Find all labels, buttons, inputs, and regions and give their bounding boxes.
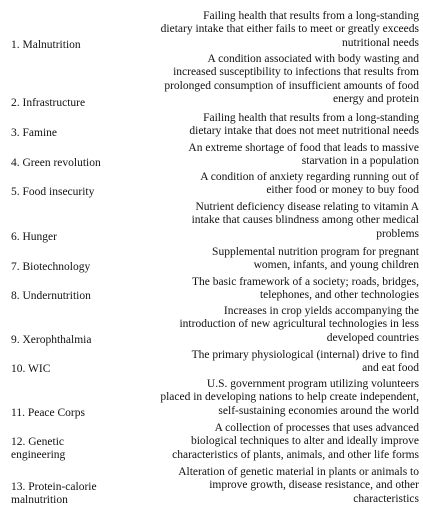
term-7: 7. Biotechnology	[11, 261, 91, 273]
term-13: 13. Protein-calorie malnutrition	[11, 481, 97, 507]
definition-11: U.S. government program utilizing volunteers placed in developing nations to help create independent, self-sustaining economies around the world	[160, 378, 419, 417]
definition-3: Failing health that results from a long-standing dietary intake that does not meet nutritional needs	[189, 112, 419, 138]
term-11: 11. Peace Corps	[11, 407, 85, 419]
definition-4: An extreme shortage of food that leads to massive starvation in a population	[188, 142, 419, 168]
definition-10: The primary physiological (internal) drive to find and eat food	[191, 349, 419, 375]
definition-1: Failing health that results from a long-standing dietary intake that either fails to meet or greatly exceeds nutritional needs	[160, 10, 419, 49]
definition-6: Nutrient deficiency disease relating to vitamin A intake that causes blindness among other medical problems	[191, 201, 419, 240]
definition-12: A collection of processes that uses advanced biological techniques to alter and ideally improve characteristics of plants, animals, and other life forms	[172, 422, 419, 461]
term-5: 5. Food insecurity	[11, 186, 95, 198]
definition-7: Supplemental nutrition program for pregnant women, infants, and young children	[212, 246, 419, 272]
definition-8: The basic framework of a society; roads, bridges, telephones, and other technologies	[191, 276, 419, 302]
term-12: 12. Genetic engineering	[11, 436, 66, 462]
definition-2: A condition associated with body wasting and increased susceptibility to infections that results from prolonged consumption of insufficient amounts of food energy and protein	[164, 53, 419, 106]
term-4: 4. Green revolution	[11, 157, 101, 169]
term-8: 8. Undernutrition	[11, 290, 91, 302]
definition-13: Alteration of genetic material in plants or animals to improve growth, disease resistance, and other characteristics	[178, 466, 419, 505]
term-10: 10. WIC	[11, 363, 51, 375]
term-2: 2. Infrastructure	[11, 97, 86, 109]
term-9: 9. Xerophthalmia	[11, 334, 92, 346]
term-1: 1. Malnutrition	[11, 39, 81, 51]
definition-9: Increases in crop yields accompanying the introduction of new agricultural technologies in less developed countries	[179, 305, 419, 344]
term-3: 3. Famine	[11, 127, 57, 139]
definition-5: A condition of anxiety regarding running out of either food or money to buy food	[200, 171, 419, 197]
term-6: 6. Hunger	[11, 231, 57, 243]
